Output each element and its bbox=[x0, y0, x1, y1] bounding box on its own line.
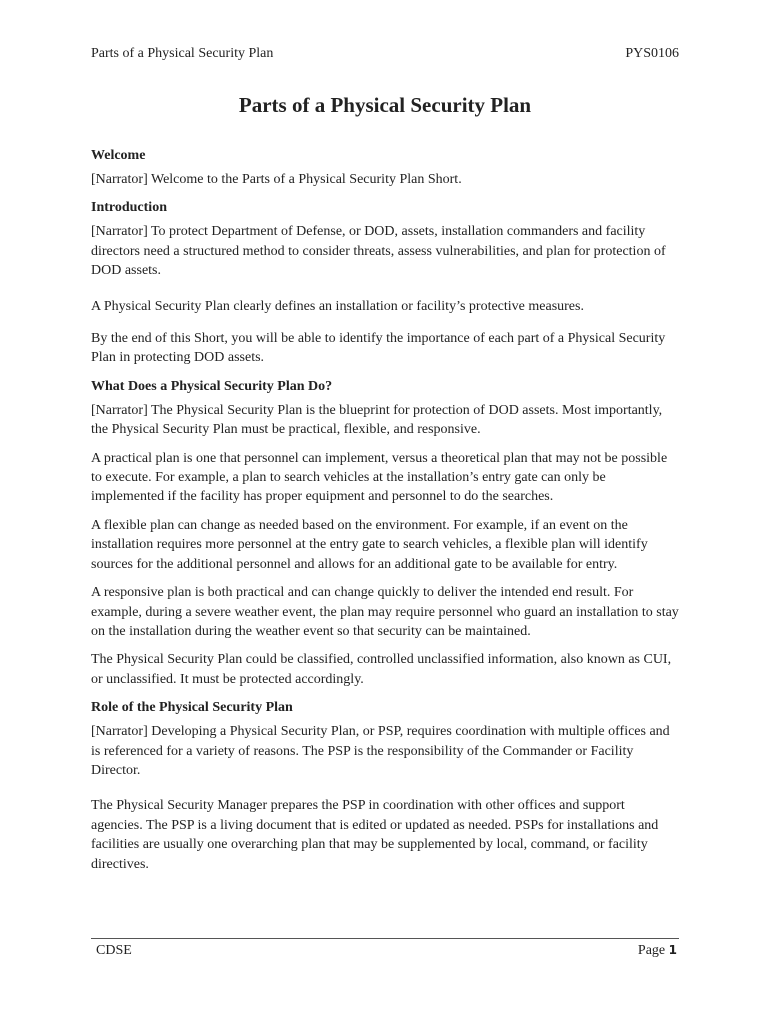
header-title: Parts of a Physical Security Plan bbox=[91, 46, 274, 61]
section-heading-role: Role of the Physical Security Plan bbox=[91, 700, 293, 716]
paragraph: [Narrator] Developing a Physical Security Plan, or PSP, requires coordination with multiple offices and is referenced for a variety of reasons. The PSP is the responsibility of the Commander or Facility Director. bbox=[91, 724, 670, 778]
paragraph: [Narrator] The Physical Security Plan is the blueprint for protection of DOD assets. Most importantly, the Physical Security Plan must be practical, flexible, and responsive. bbox=[91, 402, 663, 438]
page-label: Page bbox=[637, 943, 666, 958]
header-course-code: PYS0106 bbox=[625, 46, 679, 61]
paragraph: [Narrator] Welcome to the Parts of a Physical Security Plan Short. bbox=[91, 172, 462, 187]
paragraph: A Physical Security Plan clearly defines an installation or facility’s protective measures. bbox=[91, 298, 584, 314]
paragraph: The Physical Security Plan could be classified, controlled unclassified information, also known as CUI, or unclassified. It must be protected accordingly. bbox=[91, 652, 672, 687]
page-number-value: 1 bbox=[668, 943, 677, 957]
document-title: Parts of a Physical Security Plan bbox=[238, 93, 532, 117]
paragraph: The Physical Security Manager prepares the PSP in coordination with other offices and support agencies. The PSP is a living document that is edited or updated as needed. PSPs for installations and facilities are usually one overarching plan that may be supplemented by local, command, or facility directives. bbox=[91, 798, 659, 872]
footer-divider bbox=[91, 938, 679, 939]
running-header bbox=[91, 46, 679, 62]
document-body bbox=[91, 146, 679, 883]
paragraph: By the end of this Short, you will be able to identify the importance of each part of a Physical Security Plan in protecting DOD assets. bbox=[91, 331, 666, 366]
section-heading-what-does: What Does a Physical Security Plan Do? bbox=[91, 378, 333, 394]
page-number bbox=[638, 943, 677, 959]
section-heading-welcome: Welcome bbox=[91, 148, 146, 163]
footer-organization: CDSE bbox=[96, 943, 132, 958]
paragraph: A responsive plan is both practical and can change quickly to deliver the intended end result. For example, during a severe weather event, the plan may require personnel who guard an installation to stay on the installation during the weather event so that security can be maintained. bbox=[91, 585, 679, 639]
paragraph: A flexible plan can change as needed based on the environment. For example, if an event on the installation requires more personnel at the entry gate to search vehicles, a flexible plan will identify sources for the additional personnel and allows for an additional gate to be available for entry. bbox=[91, 517, 648, 572]
paragraph: A practical plan is one that personnel can implement, versus a theoretical plan that may not be possible to execute. For example, a plan to search vehicles at the installation’s entry gate can only be implemented if the facility has proper equipment and personnel to do the searches. bbox=[91, 450, 668, 505]
section-heading-introduction: Introduction bbox=[91, 200, 167, 216]
page-footer bbox=[96, 943, 677, 959]
paragraph: [Narrator] To protect Department of Defense, or DOD, assets, installation commanders and facility directors need a structured method to consider threats, assess vulnerabilities, and plan for protection of DOD assets. bbox=[91, 224, 666, 279]
